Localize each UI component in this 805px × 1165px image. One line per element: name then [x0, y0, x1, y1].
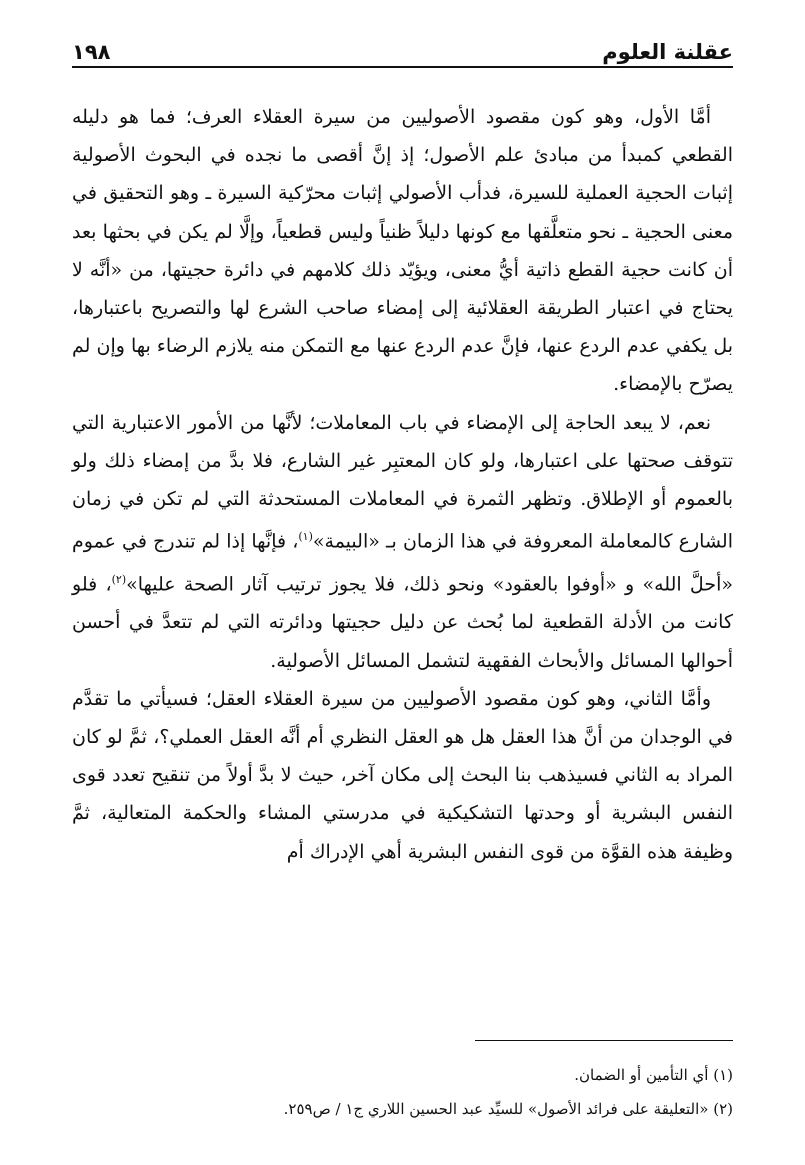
page-number: ١٩٨ [72, 40, 111, 64]
paragraph-2-text-cont: ، فإنَّها إذا لم تندرج في عموم «أحلَّ الله» و «أوفوا بالعقود» ونحو ذلك، فلا يجوز ترتيب آثار الصحة عليها» [72, 530, 733, 596]
footnote-2: (٢) «التعليقة على فرائد الأصول» للسيِّد عبد الحسين اللاري ج١ / ص٢٥٩. [283, 1100, 733, 1118]
footnote-ref-1[interactable]: (١) [298, 530, 313, 544]
footnotes [72, 1058, 733, 1126]
page-header [72, 28, 733, 64]
running-title: عقلنة العلوم [602, 40, 733, 64]
body-text [72, 98, 733, 871]
paragraph-2-text: نعم، لا يبعد الحاجة إلى الإمضاء في باب المعاملات؛ لأنَّها من الأمور الاعتبارية التي تتوقف صحتها على اعتبارها، ولو كان المعتبِر غير الشارع، فلا بدَّ من إمضاء ذلك ولو بالعموم أو الإطلاق. وتظهر الثمرة في المعاملات المستحدثة التي لم تكن في زمان الشارع كالمعاملة المعروفة في هذا الزمان بـ «البيمة» [72, 411, 733, 553]
paragraph-2 [72, 404, 733, 680]
header-rule [72, 66, 733, 68]
footnote-rule [475, 1040, 733, 1041]
paragraph-1: أمَّا الأول، وهو كون مقصود الأصوليين من سيرة العقلاء العرف؛ فما هو دليله القطعي كمبدأ من مبادئ علم الأصول؛ إذ إنَّ أقصى ما نجده في البحوث الأصولية إثبات الحجية العملية للسيرة، فدأب الأصولي إثبات محرّكية السيرة ـ وهو التحقيق في معنى الحجية ـ نحو متعلَّقها مع كونها دليلاً ظنياً وليس قطعياً، وإلَّا لم يكن في بحثها بعد أن كانت حجية القطع ذاتية أيُّ معنى، ويؤيّد ذلك كلامهم في دائرة حجيتها، من «أنَّه لا يحتاج في اعتبار الطريقة العقلائية إلى إمضاء صاحب الشرع لها والتصريح باعتبارها، بل يكفي عدم الردع عنها، فإنَّ عدم الردع عنها مع التمكن منه يلازم الرضاء بها وإن لم يصرّح بالإمضاء. [72, 106, 734, 396]
paragraph-2-tail: ، فلو كانت من الأدلة القطعية لما بُحث عن دليل حجيتها ودائرته التي لم تتعدَّ في أحسن أحوالها المسائل والأبحاث الفقهية لتشمل المسائل الأصولية. [72, 573, 734, 672]
footnote-ref-2[interactable]: (٢) [111, 572, 127, 586]
footnote-1: (١) أي التأمين أو الضمان. [574, 1066, 733, 1084]
paragraph-3: وأمَّا الثاني، وهو كون مقصود الأصوليين من سيرة العقلاء العقل؛ فسيأتي ما تقدَّم في الوجدان من أنَّ هذا العقل هل هو العقل النظري أم أنَّه العقل العملي؟، ثمَّ لو كان المراد به الثاني فسيذهب بنا البحث إلى مكان آخر، حيث لا بدَّ أولاً من تنقيح تعدد قوى النفس البشرية أو وحدتها التشكيكية في مدرستي المشاء والحكمة المتعالية، ثمَّ وظيفة هذه القوَّة من قوى النفس البشرية أهي الإدراك أم [72, 687, 733, 863]
